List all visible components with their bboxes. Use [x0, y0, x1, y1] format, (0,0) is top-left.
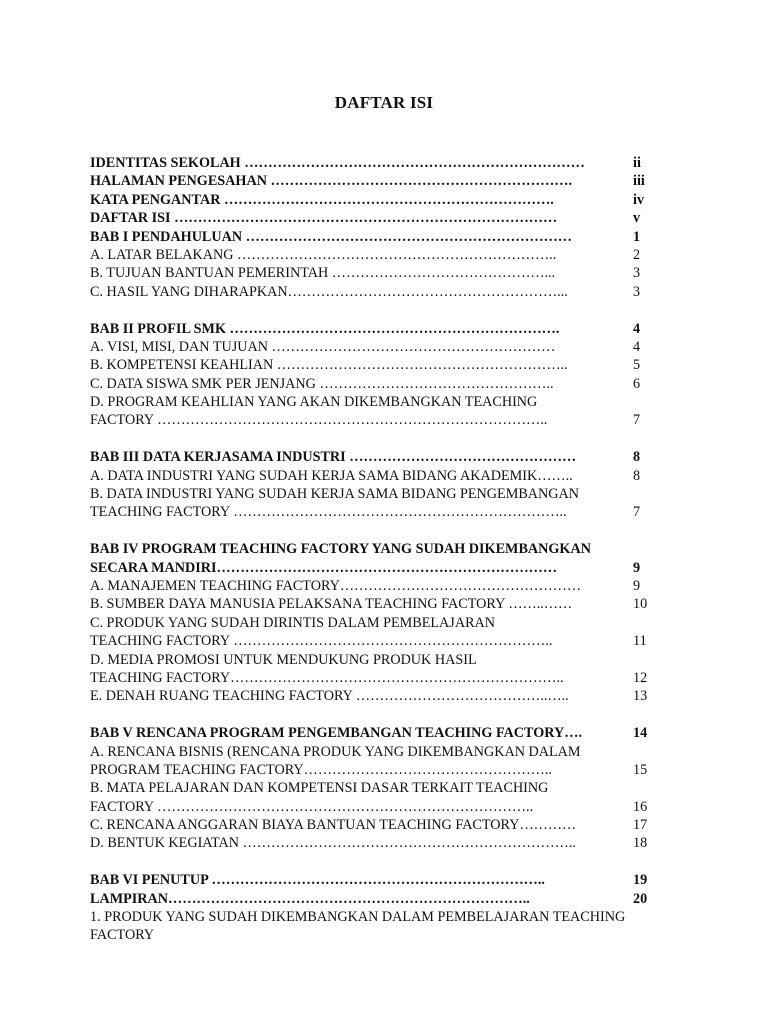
toc-entry-title: A. DATA INDUSTRI YANG SUDAH KERJA SAMA BIDANG AKADEMIK…….. [90, 467, 573, 484]
toc-entry-title: E. DENAH RUANG TEACHING FACTORY …………………………………..….. [90, 688, 569, 705]
toc-entry-title: D. PROGRAM KEAHLIAN YANG AKAN DIKEMBANGKAN TEACHING [90, 394, 538, 411]
toc-entry [90, 246, 670, 264]
toc-spacer [90, 706, 670, 724]
toc-page-number: iv [633, 191, 645, 208]
toc-entry-title: FACTORY [90, 927, 155, 944]
toc-entry [90, 172, 670, 190]
toc-entry-title: HALAMAN PENGESAHAN ………………………………………………………. [90, 173, 572, 190]
toc-spacer [90, 853, 670, 871]
toc-entry-title: C. PRODUK YANG SUDAH DIRINTIS DALAM PEMBELAJARAN [90, 614, 496, 631]
toc-page-number: 15 [633, 761, 648, 778]
toc-entry-title: A. VISI, MISI, DAN TUJUAN …………………………………………………… [90, 338, 556, 355]
toc-page-number: 5 [633, 357, 641, 374]
toc-entry [90, 283, 670, 301]
toc-entry [90, 743, 670, 761]
toc-entry-title: BAB IV PROGRAM TEACHING FACTORY YANG SUDAH DIKEMBANGKAN [90, 541, 591, 558]
toc-entry [90, 540, 670, 558]
toc-page-number: 7 [633, 412, 641, 429]
toc-entry-title: C. RENCANA ANGGARAN BIAYA BANTUAN TEACHING FACTORY………… [90, 817, 577, 834]
toc-entry [90, 448, 670, 466]
toc-page-number: iii [633, 173, 645, 190]
toc-entry [90, 393, 670, 411]
toc-entry-title: BAB VI PENUTUP …………………………………………………………….. [90, 872, 545, 889]
toc-page-number: 16 [633, 798, 648, 815]
toc-entry-title: D. MEDIA PROMOSI UNTUK MENDUKUNG PRODUK HASIL [90, 651, 477, 668]
toc-entry-title: BAB II PROFIL SMK ……………………………………………………………. [90, 320, 560, 337]
toc-entry-title: TEACHING FACTORY …………………………………………………………….. [90, 504, 567, 521]
toc-entry-title: C. HASIL YANG DIHARAPKAN…………………………………………………... [90, 283, 568, 300]
toc-page-number: 2 [633, 246, 641, 263]
toc-entry [90, 264, 670, 282]
toc-page-number: 19 [633, 872, 648, 889]
toc-page-number: 7 [633, 504, 641, 521]
toc-entry-title: BAB I PENDAHULUAN …………………………………………………………… [90, 228, 572, 245]
toc-page-number: 6 [633, 375, 641, 392]
table-of-contents [90, 154, 670, 945]
toc-entry-title: KATA PENGANTAR ……………………………………………………………. [90, 191, 554, 208]
toc-entry [90, 228, 670, 246]
toc-entry-title: LAMPIRAN………………………………………………………………….. [90, 890, 530, 907]
toc-entry-title: A. LATAR BELAKANG ………………………………………………………….. [90, 246, 557, 263]
toc-entry [90, 798, 670, 816]
toc-page-number: 3 [633, 265, 641, 282]
toc-page-number: 17 [633, 817, 648, 834]
toc-page-number: 8 [633, 467, 641, 484]
toc-entry-title: BAB III DATA KERJASAMA INDUSTRI ………………………………………… [90, 449, 577, 466]
toc-entry-title: B. KOMPETENSI KEAHLIAN …………………………………………………….. [90, 357, 568, 374]
toc-entry [90, 375, 670, 393]
toc-entry [90, 338, 670, 356]
toc-entry-title: A. RENCANA BISNIS (RENCANA PRODUK YANG DIKEMBANGKAN DALAM [90, 743, 581, 760]
toc-entry-title: FACTORY …………………………………………………………………….. [90, 798, 534, 815]
toc-entry-title: D. BENTUK KEGIATAN …………………………………………………………….. [90, 835, 576, 852]
toc-entry-title: A. MANAJEMEN TEACHING FACTORY…………………………………………… [90, 577, 582, 594]
toc-entry [90, 320, 670, 338]
toc-entry-title: 1. PRODUK YANG SUDAH DIKEMBANGKAN DALAM PEMBELAJARAN TEACHING [90, 909, 626, 926]
toc-page-number: 20 [633, 890, 648, 907]
toc-entry [90, 834, 670, 852]
toc-entry [90, 411, 670, 429]
toc-entry [90, 595, 670, 613]
toc-page-number: 12 [633, 669, 648, 686]
toc-page-number: 4 [633, 338, 641, 355]
toc-page-number: 3 [633, 283, 641, 300]
toc-entry-title: IDENTITAS SEKOLAH ……………………………………………………………… [90, 155, 585, 171]
toc-page-number: 8 [633, 449, 641, 466]
toc-entry-title: DAFTAR ISI ……………………………………………………………………… [90, 210, 558, 227]
toc-page-number: v [633, 210, 641, 227]
toc-entry [90, 632, 670, 650]
toc-entry [90, 614, 670, 632]
toc-entry [90, 871, 670, 889]
toc-entry-title: BAB V RENCANA PROGRAM PENGEMBANGAN TEACHING FACTORY…. [90, 725, 583, 742]
toc-page-number: 4 [633, 320, 641, 337]
toc-entry-title: TEACHING FACTORY ………………………………………………………….. [90, 633, 553, 650]
toc-page-number: 1 [633, 228, 641, 245]
toc-entry [90, 209, 670, 227]
toc-entry [90, 724, 670, 742]
toc-entry-title: PROGRAM TEACHING FACTORY…………………………………………….. [90, 761, 552, 778]
toc-entry-title: TEACHING FACTORY…………………………………………………………….. [90, 669, 564, 686]
toc-entry [90, 816, 670, 834]
toc-entry-title: SECARA MANDIRI……………………………………………………………… [90, 559, 558, 576]
toc-entry [90, 356, 670, 374]
toc-entry [90, 687, 670, 705]
toc-entry [90, 779, 670, 797]
toc-page-number: 10 [633, 596, 648, 613]
toc-entry [90, 926, 670, 944]
toc-spacer [90, 301, 670, 319]
toc-entry-title: B. TUJUAN BANTUAN PEMERINTAH ………………………………………... [90, 265, 556, 282]
toc-entry-title: B. MATA PELAJARAN DAN KOMPETENSI DASAR TERKAIT TEACHING [90, 780, 549, 797]
toc-page-number: 18 [633, 835, 648, 852]
toc-entry [90, 503, 670, 521]
toc-page-number: ii [633, 155, 641, 171]
toc-entry [90, 761, 670, 779]
toc-page-number: 14 [633, 725, 648, 742]
toc-entry-title: FACTORY ……………………………………………………………………….. [90, 412, 548, 429]
toc-entry [90, 669, 670, 687]
toc-spacer [90, 430, 670, 448]
toc-entry [90, 651, 670, 669]
toc-page-number: 9 [633, 577, 641, 594]
toc-entry [90, 154, 670, 172]
page-title: DAFTAR ISI [334, 93, 434, 112]
toc-page-number: 11 [633, 633, 647, 650]
toc-entry-title: B. SUMBER DAYA MANUSIA PELAKSANA TEACHING FACTORY ……..…… [90, 596, 573, 613]
toc-spacer [90, 522, 670, 540]
toc-page-number: 13 [633, 688, 648, 705]
toc-entry-title: C. DATA SISWA SMK PER JENJANG ………………………………………….. [90, 375, 554, 392]
toc-page-number: 9 [633, 559, 641, 576]
toc-entry [90, 908, 670, 926]
toc-entry-title: B. DATA INDUSTRI YANG SUDAH KERJA SAMA BIDANG PENGEMBANGAN [90, 486, 580, 503]
toc-entry [90, 577, 670, 595]
toc-entry [90, 485, 670, 503]
toc-entry [90, 191, 670, 209]
toc-entry [90, 890, 670, 908]
toc-entry [90, 467, 670, 485]
toc-entry [90, 559, 670, 577]
